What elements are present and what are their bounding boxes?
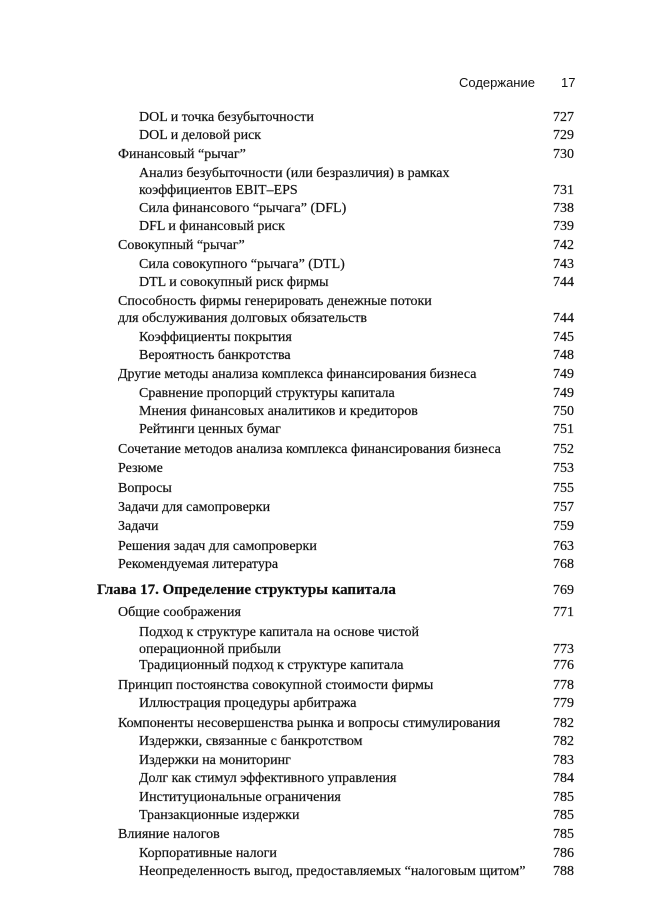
toc-entry-title: Подход к структуре капитала на основе чистой xyxy=(139,625,420,640)
toc-entry-page-number: 755 xyxy=(553,481,574,496)
toc-entry-title: Совокупный “рычаг” xyxy=(118,238,245,253)
toc-entry-page-number: 785 xyxy=(553,790,574,805)
toc-entry-page-number: 771 xyxy=(553,605,574,620)
toc-entry-title: DTL и совокупный риск фирмы xyxy=(139,275,329,290)
toc-entry-title: Долг как стимул эффективного управления xyxy=(139,771,397,786)
toc-entry-title: Резюме xyxy=(118,461,163,476)
toc-entry-title: Принцип постоянства совокупной стоимости фирмы xyxy=(118,678,434,693)
toc-entry-page-number: 785 xyxy=(553,808,574,823)
toc-entry-title: Задачи для самопроверки xyxy=(118,500,271,515)
toc-entry-page-number: 743 xyxy=(553,257,574,272)
toc-entry-page-number: 751 xyxy=(553,422,574,437)
toc-entry-page-number: 744 xyxy=(553,311,574,326)
toc-entry-title: Вопросы xyxy=(118,481,172,496)
toc-entry-title: Транзакционные издержки xyxy=(139,808,300,823)
toc-entry-title: Мнения финансовых аналитиков и кредиторов xyxy=(139,404,418,419)
toc-entry-title: Компоненты несовершенства рынка и вопросы стимулирования xyxy=(118,716,501,731)
toc-entry-page-number: 782 xyxy=(553,734,574,749)
toc-entry-page-number: 783 xyxy=(553,753,574,768)
toc-entry-title: Сила финансового “рычага” (DFL) xyxy=(139,201,347,216)
toc-entry-page-number: 744 xyxy=(553,275,574,290)
toc-entry-page-number: 752 xyxy=(553,442,574,457)
toc-entry-title: Сравнение пропорций структуры капитала xyxy=(139,386,395,401)
toc-entry-page-number: 784 xyxy=(553,771,574,786)
toc-entry-title: DFL и финансовый риск xyxy=(139,219,285,234)
toc-entry-title: Другие методы анализа комплекса финансирования бизнеса xyxy=(118,367,477,382)
toc-entry-page-number: 745 xyxy=(553,330,574,345)
toc-entry-title: Глава 17. Определение структуры капитала xyxy=(97,582,396,598)
toc-entry-title: Способность фирмы генерировать денежные потоки xyxy=(118,294,432,309)
toc-entry-title: Традиционный подход к структуре капитала xyxy=(139,658,404,673)
toc-entry-title: Общие соображения xyxy=(118,605,241,620)
toc-entry-title: DOL и деловой риск xyxy=(139,128,262,143)
toc-entry-page-number: 763 xyxy=(553,539,574,554)
toc-entry-title: Неопределенность выгод, предоставляемых “налоговым щитом” xyxy=(139,864,526,879)
toc-entry-title: Издержки, связанные с банкротством xyxy=(139,734,363,749)
toc-entry-title: Иллюстрация процедуры арбитража xyxy=(139,696,357,711)
toc-entry-title: Задачи xyxy=(118,519,159,534)
toc-entry-page-number: 782 xyxy=(553,716,574,731)
toc-entry-page-number: 731 xyxy=(553,183,574,198)
toc-entry-title: Корпоративные налоги xyxy=(139,846,277,861)
toc-entry-page-number: 769 xyxy=(553,583,574,598)
running-header-title: Содержание xyxy=(459,75,535,90)
toc-entry-page-number: 730 xyxy=(553,147,574,162)
toc-entry-title: Сочетание методов анализа комплекса финансирования бизнеса xyxy=(118,442,501,457)
toc-entry-page-number: 776 xyxy=(553,658,574,673)
toc-entry-title-continuation: коэффициентов EBIT–EPS xyxy=(139,183,298,198)
toc-entry-page-number: 748 xyxy=(553,348,574,363)
toc-entry-page-number: 749 xyxy=(553,367,574,382)
toc-entry-page-number: 738 xyxy=(553,201,574,216)
toc-entry-page-number: 779 xyxy=(553,696,574,711)
toc-entry-title: Анализ безубыточности (или безразличия) в рамках xyxy=(139,166,450,181)
toc-entry-title: Финансовый “рычаг” xyxy=(118,147,246,162)
toc-entry-title: Решения задач для самопроверки xyxy=(118,539,317,554)
toc-entry-title: DOL и точка безубыточности xyxy=(139,110,314,125)
toc-entry-page-number: 768 xyxy=(553,557,574,572)
running-header-page-number: 17 xyxy=(561,75,576,90)
toc-entry-page-number: 786 xyxy=(553,846,574,861)
toc-entry-page-number: 729 xyxy=(553,128,574,143)
toc-entry-page-number: 753 xyxy=(553,461,574,476)
toc-entry-page-number: 759 xyxy=(553,519,574,534)
toc-entry-page-number: 750 xyxy=(553,404,574,419)
toc-entry-title: Влияние налогов xyxy=(118,827,220,842)
toc-entry-page-number: 757 xyxy=(553,500,574,515)
toc-entry-page-number: 739 xyxy=(553,219,574,234)
toc-entry-title-continuation: операционной прибыли xyxy=(139,642,281,657)
toc-entry-title: Коэффициенты покрытия xyxy=(139,330,292,345)
toc-entry-page-number: 785 xyxy=(553,827,574,842)
toc-entry-page-number: 727 xyxy=(553,110,574,125)
toc-entry-title: Вероятность банкротства xyxy=(139,348,291,363)
toc-entry-title: Институциональные ограничения xyxy=(139,790,341,805)
toc-entry-title: Рекомендуемая литература xyxy=(118,557,279,572)
toc-entry-page-number: 773 xyxy=(553,642,574,657)
toc-entry-page-number: 778 xyxy=(553,678,574,693)
toc-entry-title: Сила совокупного “рычага” (DTL) xyxy=(139,257,345,272)
toc-entry-title-continuation: для обслуживания долговых обязательств xyxy=(118,311,367,326)
toc-entry-page-number: 749 xyxy=(553,386,574,401)
toc-entry-title: Издержки на мониторинг xyxy=(139,753,291,768)
toc-entry-page-number: 788 xyxy=(553,864,574,879)
toc-entry-page-number: 742 xyxy=(553,238,574,253)
toc-entry-title: Рейтинги ценных бумаг xyxy=(139,422,281,437)
